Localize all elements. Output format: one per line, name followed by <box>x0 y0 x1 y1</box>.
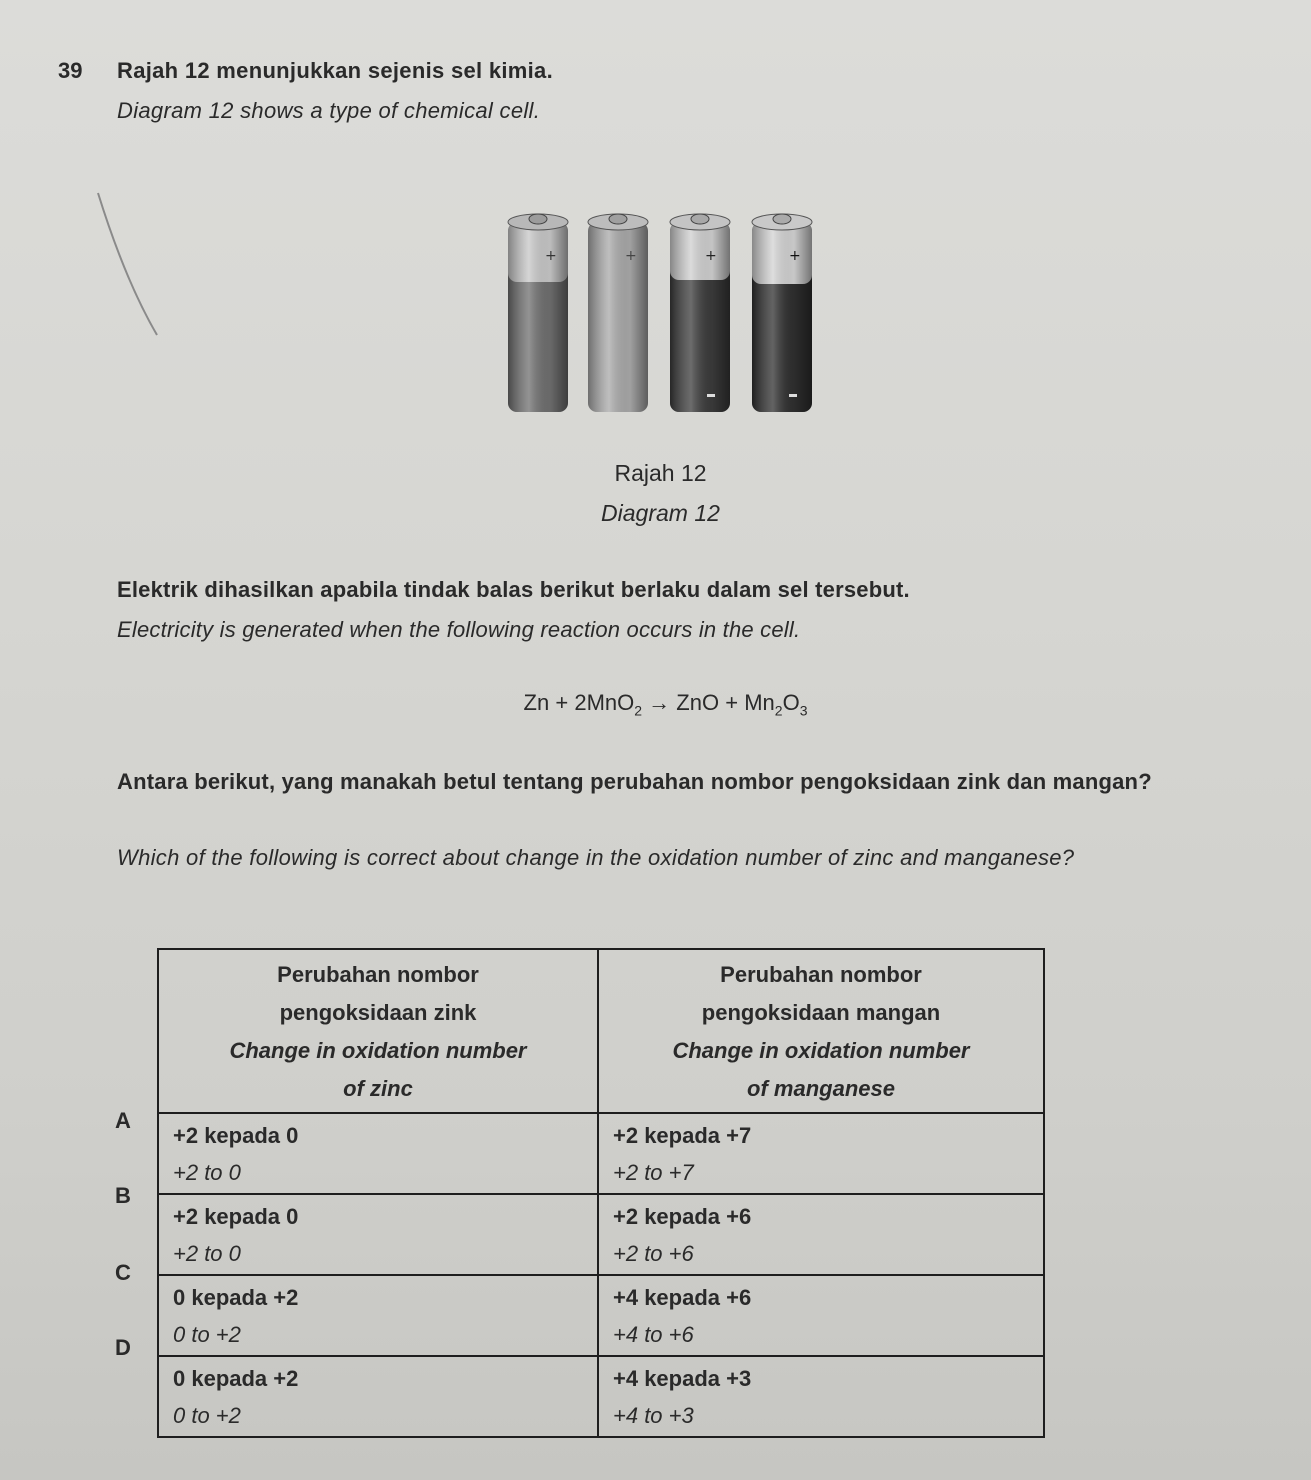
eq-plus: + <box>725 690 739 715</box>
battery-icon <box>588 214 648 412</box>
prompt-english: Which of the following is correct about change in the oxidation number of zinc and manganese? <box>117 845 1075 870</box>
cell-manganese <box>598 1275 1044 1356</box>
cell-text: +2 kepada 0 <box>173 1204 299 1229</box>
eq-plus: + <box>555 690 569 715</box>
eq-subscript: 2 <box>774 702 783 719</box>
header-mn-en-2: of manganese <box>747 1076 895 1101</box>
cell-text: +4 to +3 <box>613 1403 694 1428</box>
svg-text:+: + <box>705 248 717 264</box>
cell-zinc <box>158 1275 598 1356</box>
table-row-b[interactable] <box>158 1194 1044 1275</box>
chemical-equation <box>0 690 1311 718</box>
question-number: 39 <box>58 58 83 83</box>
eq-zno: ZnO <box>676 690 720 715</box>
eq-zinc: Zn <box>523 690 550 715</box>
battery-icon <box>508 214 568 412</box>
option-letter-c[interactable]: C <box>115 1260 131 1285</box>
header-manganese <box>598 949 1044 1113</box>
cell-text: +2 to 0 <box>173 1241 241 1266</box>
eq-arrow: → <box>648 690 671 715</box>
battery-icon <box>752 214 812 412</box>
header-zinc-en-2: of zinc <box>343 1076 413 1101</box>
cell-text: +2 to +7 <box>613 1160 694 1185</box>
eq-coefficient: 2 <box>574 690 587 715</box>
prompt-malay: Antara berikut, yang manakah betul tentang perubahan nombor pengoksidaan zink dan mangan? <box>117 769 1152 794</box>
eq-mn: Mn <box>744 690 775 715</box>
cell-text: 0 kepada +2 <box>173 1366 299 1391</box>
cell-text: 0 to +2 <box>173 1322 241 1347</box>
option-letter-a[interactable]: A <box>115 1108 131 1133</box>
eq-mno2: MnO <box>586 690 635 715</box>
header-zinc-en-1: Change in oxidation number <box>229 1038 527 1063</box>
cell-text: +2 to +6 <box>613 1241 694 1266</box>
statement-english: Electricity is generated when the following reaction occurs in the cell. <box>117 617 801 642</box>
svg-text:+: + <box>625 248 637 264</box>
header-mn-ms-1: Perubahan nombor <box>720 962 922 987</box>
cell-manganese <box>598 1356 1044 1437</box>
option-letter-b[interactable]: B <box>115 1183 131 1208</box>
cell-zinc <box>158 1356 598 1437</box>
cell-text: +2 kepada +7 <box>613 1123 752 1148</box>
header-zinc-ms-1: Perubahan nombor <box>277 962 479 987</box>
diagram-caption-malay: Rajah 12 <box>614 460 707 486</box>
cell-text: +4 kepada +3 <box>613 1366 752 1391</box>
table-row-a[interactable] <box>158 1113 1044 1194</box>
cell-text: +4 to +6 <box>613 1322 694 1347</box>
cell-text: +2 kepada +6 <box>613 1204 752 1229</box>
header-mn-en-1: Change in oxidation number <box>672 1038 970 1063</box>
cell-text: +2 kepada 0 <box>173 1123 299 1148</box>
header-zinc <box>158 949 598 1113</box>
eq-o: O <box>782 690 800 715</box>
svg-text:+: + <box>545 248 557 264</box>
cell-text: 0 kepada +2 <box>173 1285 299 1310</box>
cell-text: 0 to +2 <box>173 1403 241 1428</box>
battery-diagram <box>505 208 815 418</box>
table-row-d[interactable] <box>158 1356 1044 1437</box>
header-zinc-ms-2: pengoksidaan zink <box>279 1000 477 1025</box>
header-mn-ms-2: pengoksidaan mangan <box>701 1000 941 1025</box>
statement-malay: Elektrik dihasilkan apabila tindak balas berikut berlaku dalam sel tersebut. <box>117 577 910 602</box>
battery-icon <box>670 214 730 412</box>
eq-subscript: 3 <box>799 702 808 719</box>
answer-options-table <box>157 948 1045 1438</box>
svg-text:+: + <box>789 248 801 264</box>
table-header-row <box>158 949 1044 1113</box>
cell-text: +2 to 0 <box>173 1160 241 1185</box>
cell-zinc <box>158 1113 598 1194</box>
question-title-malay: Rajah 12 menunjukkan sejenis sel kimia. <box>117 58 554 83</box>
eq-subscript: 2 <box>634 702 643 719</box>
cell-manganese <box>598 1194 1044 1275</box>
diagram-caption-english: Diagram 12 <box>601 500 720 526</box>
pen-mark <box>95 190 165 340</box>
option-letter-d[interactable]: D <box>115 1335 131 1360</box>
table-row-c[interactable] <box>158 1275 1044 1356</box>
cell-text: +4 kepada +6 <box>613 1285 752 1310</box>
cell-zinc <box>158 1194 598 1275</box>
cell-manganese <box>598 1113 1044 1194</box>
question-title-english: Diagram 12 shows a type of chemical cell. <box>117 98 541 123</box>
